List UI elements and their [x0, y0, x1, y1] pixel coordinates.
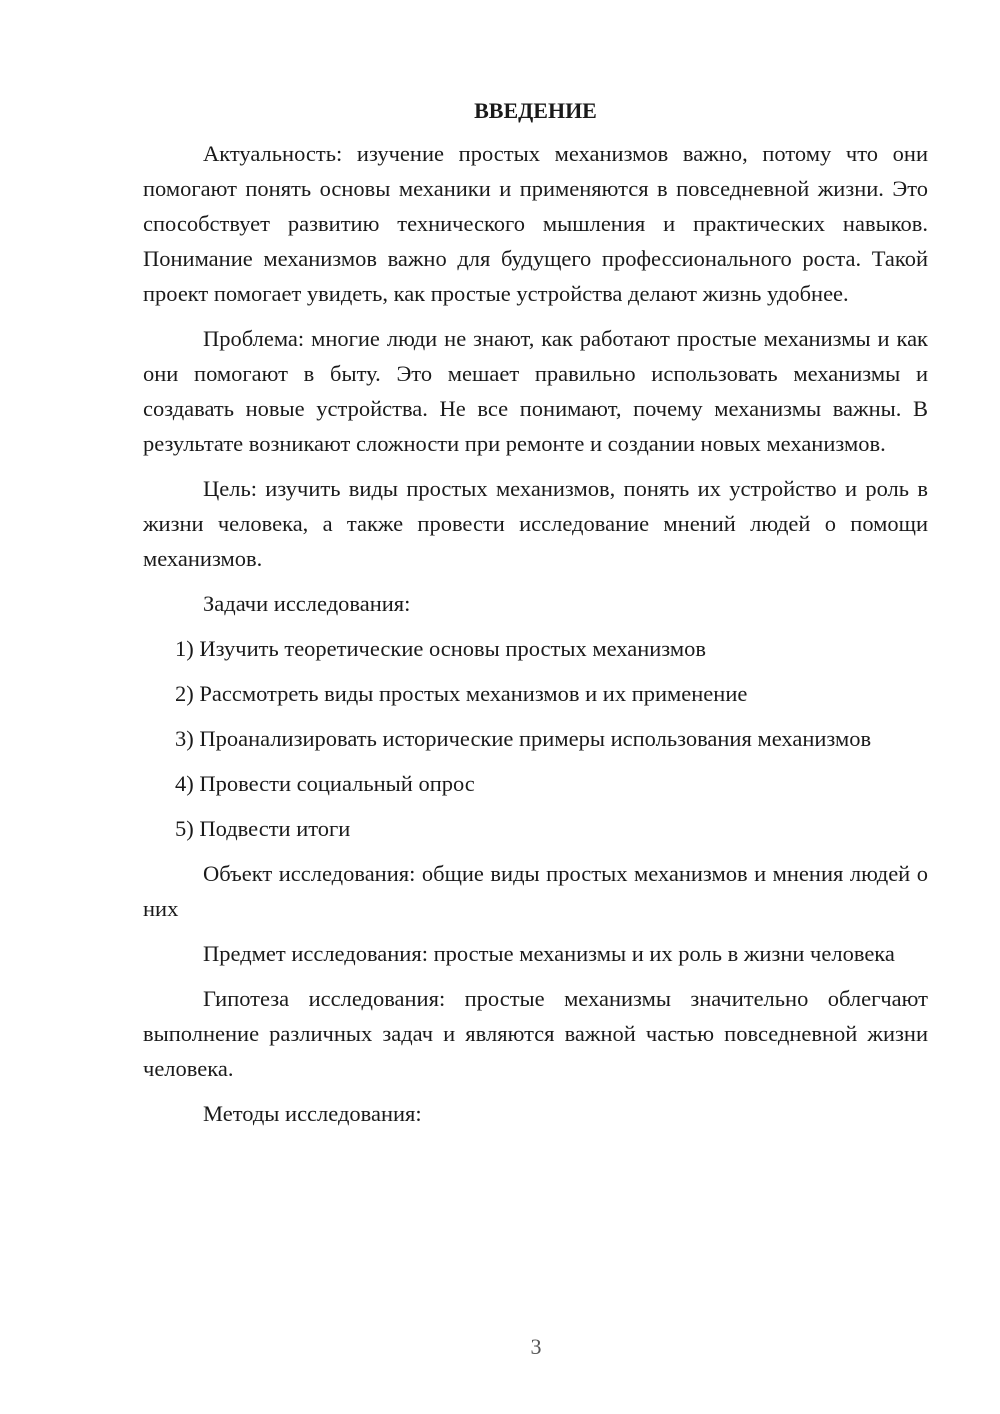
- object-paragraph: Объект исследования: общие виды простых механизмов и мнения людей о них: [143, 861, 928, 921]
- methods-title: Методы исследования:: [203, 1101, 422, 1126]
- relevance-paragraph: Актуальность: изучение простых механизмов важно, потому что они помогают понять основы механики и применяются в повседневной жизни. Это способствует развитию технического мышления и практических навыков. Понимание механизмов важно для будущего профессионального роста. Такой проект помогает увидеть, как простые устройства делают жизнь удобнее.: [143, 141, 928, 306]
- task-item-3: 3) Проанализировать исторические примеры использования механизмов: [175, 726, 872, 751]
- section-heading: ВВЕДЕНИЕ: [474, 98, 597, 123]
- task-item-2: 2) Рассмотреть виды простых механизмов и их применение: [175, 681, 748, 706]
- tasks-title: Задачи исследования:: [203, 591, 411, 616]
- task-item-1: 1) Изучить теоретические основы простых механизмов: [175, 636, 706, 661]
- page-number: 3: [530, 1334, 542, 1359]
- problem-paragraph: Проблема: многие люди не знают, как работают простые механизмы и как они помогают в быту. Это мешает правильно использовать механизмы и создавать новые устройства. Не все понимают, почему механизмы важны. В результате возникают сложности при ремонте и создании новых механизмов.: [143, 326, 928, 456]
- subject-paragraph: Предмет исследования: простые механизмы и их роль в жизни человека: [203, 941, 895, 966]
- task-item-5: 5) Подвести итоги: [175, 816, 351, 841]
- document-page: [143, 96, 928, 1141]
- task-item-4: 4) Провести социальный опрос: [175, 771, 475, 796]
- goal-paragraph: Цель: изучить виды простых механизмов, понять их устройство и роль в жизни человека, а также провести исследование мнений людей о помощи механизмов.: [143, 476, 928, 571]
- hypothesis-paragraph: Гипотеза исследования: простые механизмы значительно облегчают выполнение различных задач и являются важной частью повседневной жизни человека.: [143, 986, 928, 1081]
